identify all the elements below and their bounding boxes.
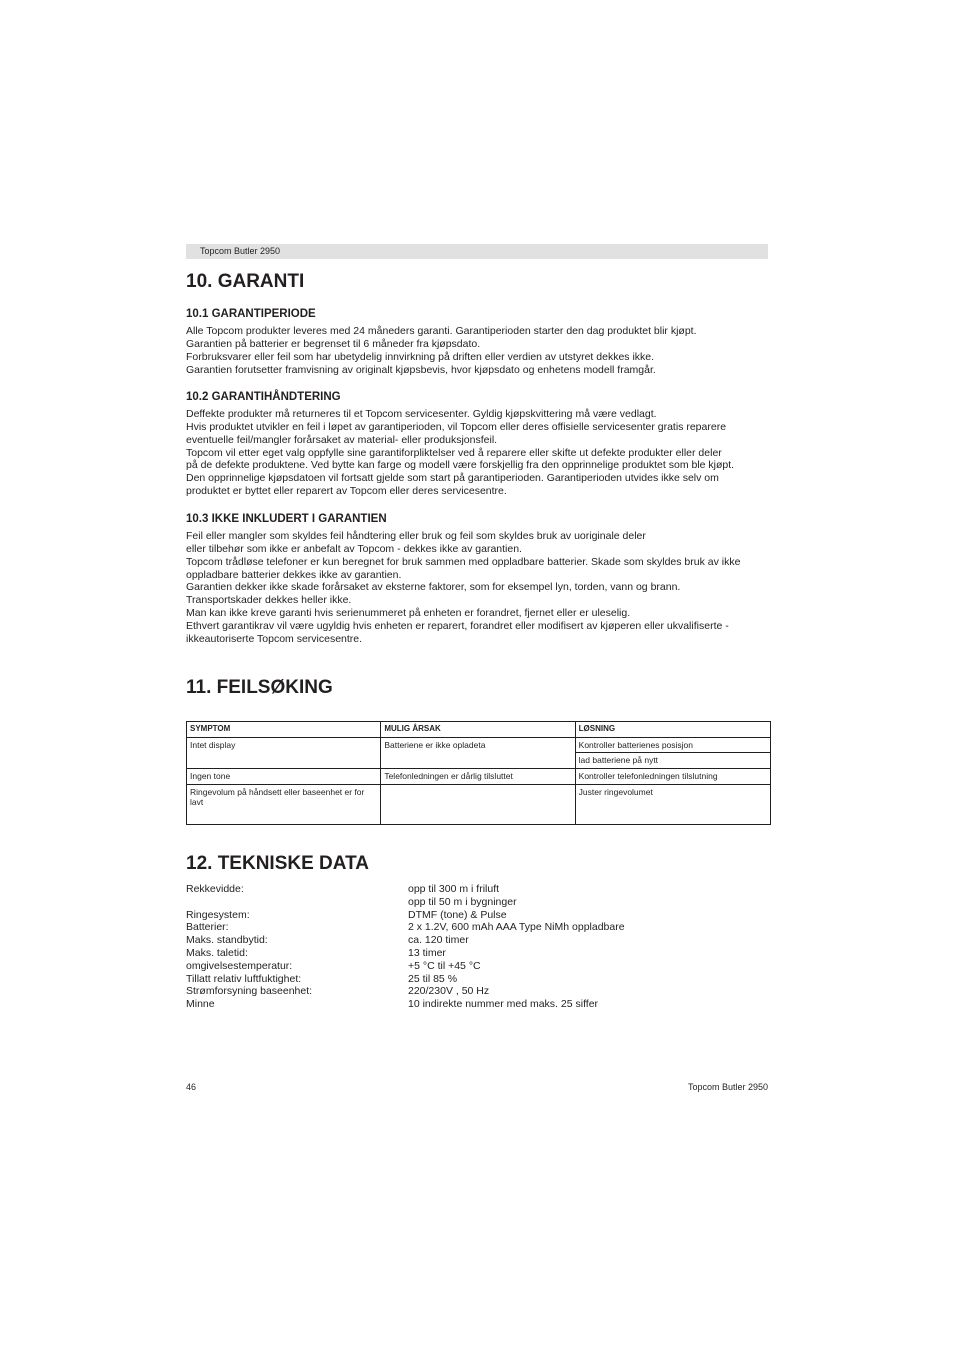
spec-value: 220/230V , 50 Hz xyxy=(408,985,490,998)
section-heading-feilsoking: 11. FEILSØKING xyxy=(186,677,333,698)
text-line: Deffekte produkter må returneres til et Topcom servicesenter. Gyldig kjøpskvittering må være vedlagt. xyxy=(186,408,657,420)
text-line: Topcom vil etter eget valg oppfylle sine garantiforpliktelser ved å reparere eller skifte ut defekte produkter eller deler xyxy=(186,446,722,459)
text-line: Feil eller mangler som skyldes feil håndtering eller bruk og feil som skyldes bruk av uoriginale deler xyxy=(186,530,646,542)
spec-value: DTMF (tone) & Pulse xyxy=(408,908,507,921)
subheading-garantiperiode: 10.1 GARANTIPERIODE xyxy=(186,308,316,320)
section-heading-tekniske-data: 12. TEKNISKE DATA xyxy=(186,853,369,874)
text-line: Garantien på batterier er begrenset til 6 måneder fra kjøpsdato. xyxy=(186,337,481,350)
text-line: Hvis produktet utvikler en feil i løpet av garantiperioden, vil Topcom eller deres offisielle servicesenter gratis reparere xyxy=(186,420,727,433)
table-row xyxy=(187,738,771,753)
text-line: Alle Topcom produkter leveres med 24 måneders garanti. Garantiperioden starter den dag produktet blir kjøpt. xyxy=(186,325,697,337)
text-line: Garantien forutsetter framvisning av originalt kjøpsbevis, hvor kjøpsdato og enhetens modell framgår. xyxy=(186,363,656,376)
text-line: produktet er byttet eller reparert av Topcom eller deres servicesentre. xyxy=(186,485,507,498)
subheading-ikke-inkludert: 10.3 IKKE INKLUDERT I GARANTIEN xyxy=(186,513,387,525)
spec-label: Ringesystem: xyxy=(186,908,250,921)
cell-solution: Kontroller batterienes posisjon xyxy=(575,738,770,753)
spec-value: +5 °C til +45 °C xyxy=(408,959,481,972)
paragraph-garantihandtering xyxy=(186,408,734,498)
text-line: eller tilbehør som ikke er anbefalt av Topcom - dekkes ikke av garantien. xyxy=(186,542,522,555)
text-line: Ethvert garantikrav vil være ugyldig hvis enheten er reparert, forandret eller modifisert av kjøperen eller ukvalifiserte - xyxy=(186,619,729,632)
spec-label xyxy=(186,896,312,909)
cell-symptom: Intet display xyxy=(187,738,381,769)
cell-symptom: Ingen tone xyxy=(187,768,381,784)
text-line: på de defekte produktene. Ved bytte kan farge og modell være forskjellig fra den opprinnelige produktet som ble kjøpt. xyxy=(186,459,735,472)
cell-solution: Kontroller telefonledningen tilslutning xyxy=(575,768,770,784)
spec-label: omgivelsestemperatur: xyxy=(186,959,293,972)
spec-labels xyxy=(186,883,312,1011)
column-header-symptom: SYMPTOM xyxy=(187,722,381,738)
cell-solution: lad batteriene på nytt xyxy=(575,752,770,768)
table-header-row xyxy=(187,722,771,738)
table-row xyxy=(187,768,771,784)
cell-solution: Juster ringevolumet xyxy=(575,784,770,824)
cell-cause: Batteriene er ikke opladeta xyxy=(381,738,575,769)
footer-title: Topcom Butler 2950 xyxy=(687,1082,768,1092)
column-header-cause: MULIG ÅRSAK xyxy=(381,722,575,738)
table-row xyxy=(187,784,771,824)
page-number: 46 xyxy=(186,1082,197,1092)
spec-value: 13 timer xyxy=(408,946,446,959)
spec-label: Strømforsyning baseenhet: xyxy=(186,985,313,998)
text-line: eventuelle feil/mangler forårsaket av material- eller produksjonsfeil. xyxy=(186,433,498,446)
text-line: Den opprinnelige kjøpsdatoen vil fortsatt gjelde som start på garantiperioden. Garantiperioden utvides ikke selv om xyxy=(186,472,719,485)
text-line: Topcom trådløse telefoner er kun beregnet for bruk sammen med oppladbare batterier. Skade som skyldes bruk av ikke xyxy=(186,555,741,568)
paragraph-ikke-inkludert xyxy=(186,530,740,646)
text-line: ikkeautoriserte Topcom servicesentre. xyxy=(186,632,363,645)
column-header-solution: LØSNING xyxy=(575,722,770,738)
text-line: oppladbare batterier dekkes ikke av garantien. xyxy=(186,568,402,581)
spec-value: 10 indirekte nummer med maks. 25 siffer xyxy=(408,998,599,1011)
spec-label: Minne xyxy=(186,998,215,1011)
running-header xyxy=(186,244,768,259)
section-heading-garanti: 10. GARANTI xyxy=(186,271,305,292)
spec-value: opp til 300 m i friluft xyxy=(408,883,500,895)
cell-cause xyxy=(381,784,575,824)
text-line: Garantien dekker ikke skade forårsaket av eksterne faktorer, som for eksempel lyn, torden, vann og brann. xyxy=(186,581,681,594)
spec-label: Maks. taletid: xyxy=(186,946,248,959)
text-line: Forbruksvarer eller feil som har ubetydelig innvirkning på driften eller verdien av utstyret dekkes ikke. xyxy=(186,350,655,363)
subheading-garantihandtering: 10.2 GARANTIHÅNDTERING xyxy=(186,391,341,403)
spec-values xyxy=(408,883,625,1011)
spec-value: 25 til 85 % xyxy=(408,972,458,985)
cell-symptom: Ringevolum på håndsett eller baseenhet er for lavt xyxy=(187,784,381,824)
troubleshooting-table xyxy=(186,721,771,825)
cell-cause: Telefonledningen er dårlig tilsluttet xyxy=(381,768,575,784)
running-header-title: Topcom Butler 2950 xyxy=(200,246,281,256)
spec-label: Batterier: xyxy=(186,921,229,934)
text-line: Man kan ikke kreve garanti hvis serienummeret på enheten er forandret, fjernet eller er uleselig. xyxy=(186,607,631,620)
spec-label: Rekkevidde: xyxy=(186,883,244,895)
paragraph-garantiperiode xyxy=(186,325,697,376)
spec-value: ca. 120 timer xyxy=(408,934,469,947)
text-line: Transportskader dekkes heller ikke. xyxy=(186,594,352,607)
spec-value: 2 x 1.2V, 600 mAh AAA Type NiMh oppladbare xyxy=(408,921,625,934)
spec-label: Tillatt relativ luftfuktighet: xyxy=(186,972,302,985)
spec-label: Maks. standbytid: xyxy=(186,934,268,947)
spec-value: opp til 50 m i bygninger xyxy=(408,895,517,908)
